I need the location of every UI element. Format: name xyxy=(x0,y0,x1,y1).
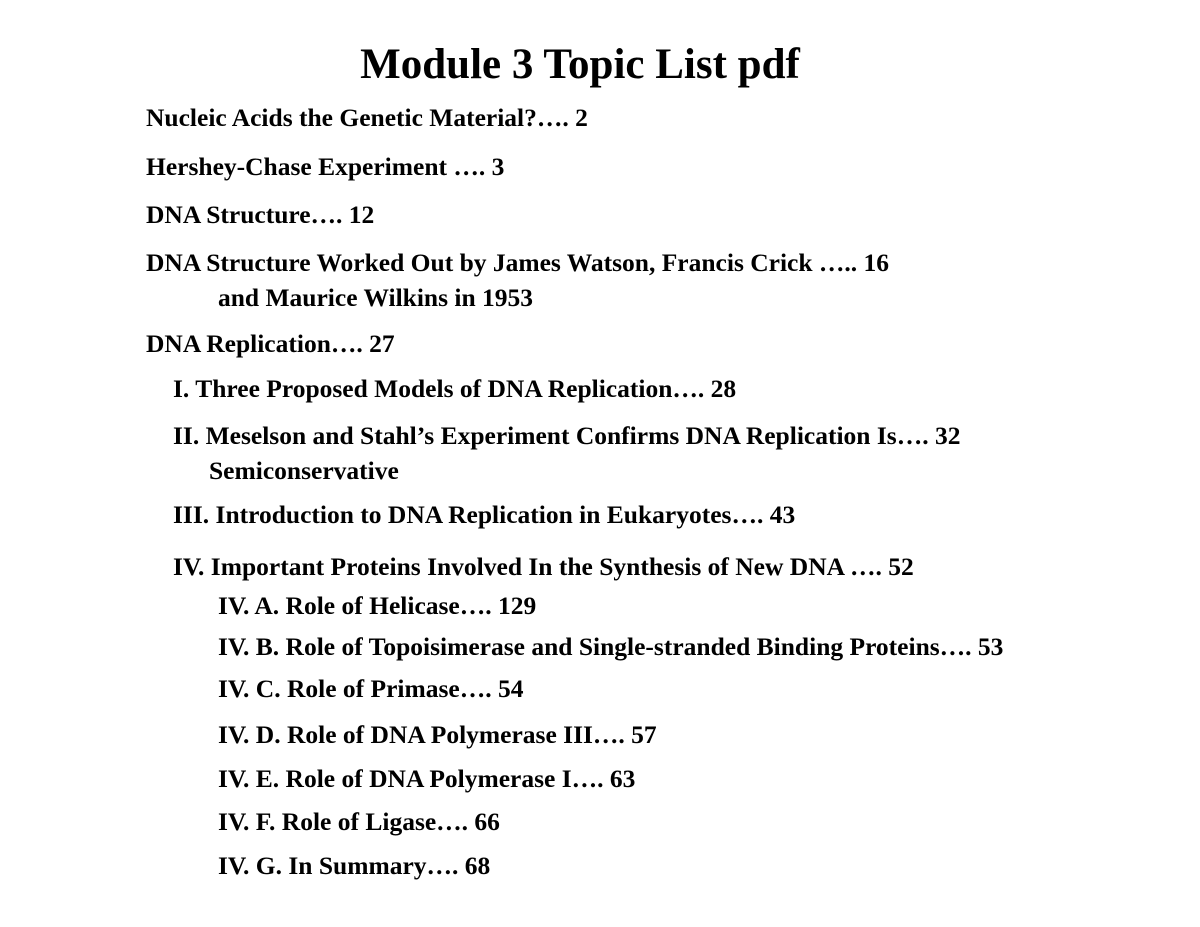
toc-entry-ligase: IV. F. Role of Ligase…. 66 xyxy=(218,807,500,836)
toc-entry-dna-replication: DNA Replication…. 27 xyxy=(146,329,395,358)
toc-entry-watson-crick: DNA Structure Worked Out by James Watson, Francis Crick ….. 16 xyxy=(146,248,890,277)
page-title: Module 3 Topic List pdf xyxy=(360,41,800,88)
toc-entry-meselson-stahl-continuation: Semiconservative xyxy=(209,456,399,485)
toc-entry-three-models: I. Three Proposed Models of DNA Replication…. 28 xyxy=(173,374,737,403)
toc-entry-hershey-chase: Hershey-Chase Experiment …. 3 xyxy=(146,152,505,181)
toc-entry-watson-crick-continuation: and Maurice Wilkins in 1953 xyxy=(218,283,534,312)
toc-entry-nucleic-acids: Nucleic Acids the Genetic Material?…. 2 xyxy=(146,103,588,132)
toc-entry-polymerase-iii: IV. D. Role of DNA Polymerase III…. 57 xyxy=(218,720,657,749)
toc-entry-helicase: IV. A. Role of Helicase…. 129 xyxy=(218,591,537,620)
toc-entry-meselson-stahl: II. Meselson and Stahl’s Experiment Confirms DNA Replication Is…. 32 xyxy=(173,421,961,450)
toc-entry-dna-structure: DNA Structure…. 12 xyxy=(146,200,375,229)
toc-entry-summary: IV. G. In Summary…. 68 xyxy=(218,851,491,880)
toc-entry-eukaryotes: III. Introduction to DNA Replication in Eukaryotes…. 43 xyxy=(173,500,796,529)
toc-entry-important-proteins: IV. Important Proteins Involved In the Synthesis of New DNA …. 52 xyxy=(173,552,914,581)
toc-entry-topoisimerase: IV. B. Role of Topoisimerase and Single-stranded Binding Proteins…. 53 xyxy=(218,632,1004,661)
toc-entry-primase: IV. C. Role of Primase…. 54 xyxy=(218,674,524,703)
toc-entry-polymerase-i: IV. E. Role of DNA Polymerase I…. 63 xyxy=(218,764,636,793)
